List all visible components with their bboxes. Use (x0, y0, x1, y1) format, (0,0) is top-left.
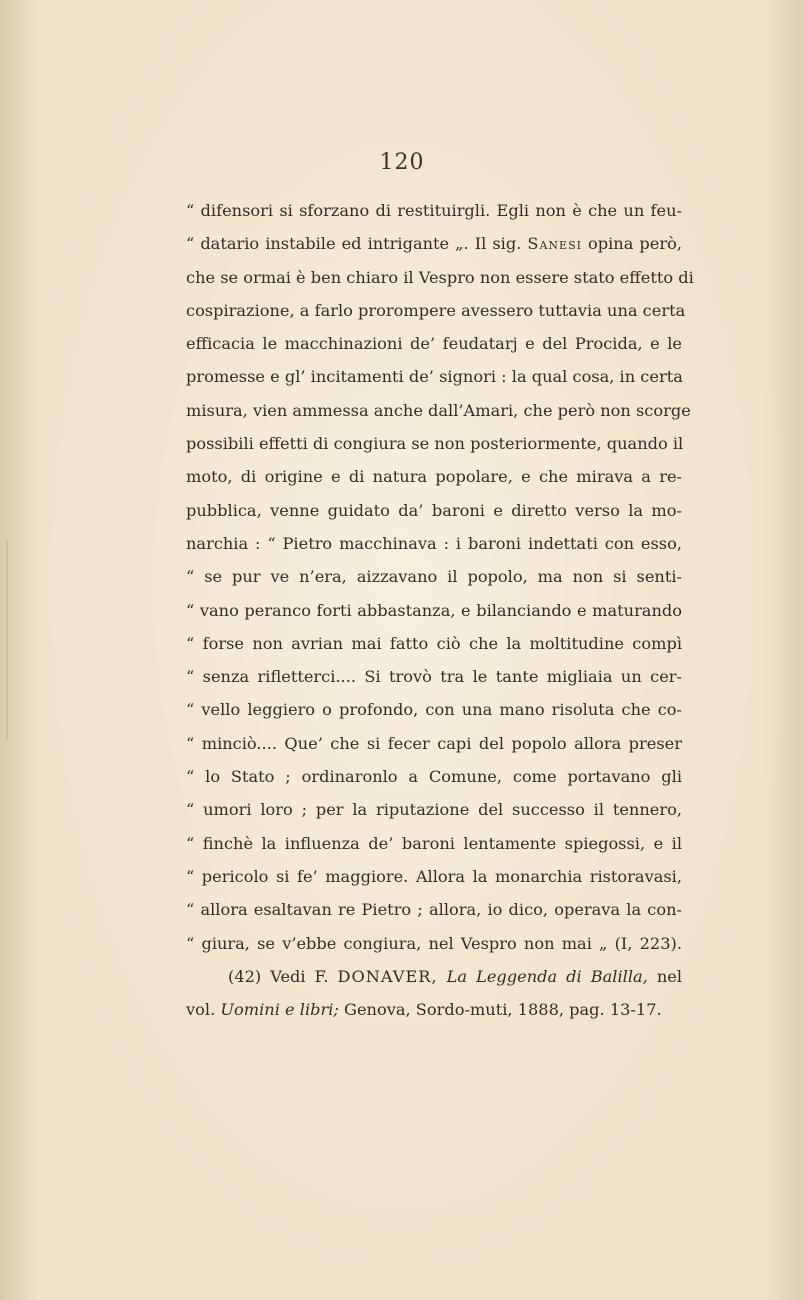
footnote-author: DONAVER, (337, 966, 438, 986)
text-line: “ se pur ve n’era, aizzavano il popolo, ma non si senti- (186, 567, 682, 587)
author-name: Sanesi (527, 234, 582, 254)
text-line: “ vano peranco forti abbastanza, e bilanciando e maturando (186, 600, 682, 620)
text-line: “ umori loro ; per la riputazione del successo il tennero, (186, 800, 682, 820)
footnote-line (186, 960, 682, 993)
footnote-text: Vedi F. (270, 966, 329, 986)
footnote-number: (42) (228, 966, 262, 986)
footnote-text: Genova, Sordo-muti, 1888, pag. 13-17. (344, 1000, 662, 1020)
text-line: possibili effetti di congiura se non posteriormente, quando il (186, 434, 684, 454)
text-line: “ minciò.... Que’ che si fecer capi del popolo allora preser (186, 733, 682, 753)
text-line: “ vello leggiero o profondo, con una mano risoluta che co- (186, 700, 682, 720)
text-line: “ giura, se v’ebbe congiura, nel Vespro non mai „ (I, 223). (186, 933, 682, 953)
body-text (186, 194, 694, 1026)
page-number: 120 (379, 150, 425, 175)
text-line: “ difensori si sforzano di restituirgli. Egli non è che un feu- (186, 201, 682, 220)
text-line: “ forse non avrian mai fatto ciò che la moltitudine compì (186, 633, 682, 653)
text-line: pubblica, venne guidato da’ baroni e diretto verso la mo- (186, 500, 682, 520)
text-line: “ senza rifletterci.... Si trovò tra le tante migliaia un cer- (186, 667, 682, 687)
text-line: “ pericolo si fe’ maggiore. Allora la monarchia ristoravasi, (186, 866, 682, 886)
text-line: “ allora esaltavan re Pietro ; allora, io dico, operava la con- (186, 900, 682, 920)
footnote-volume-title: Uomini e libri; (220, 1000, 339, 1020)
text-line: “ lo Stato ; ordinaronlo a Comune, come portavano gli (186, 767, 682, 787)
text-line: “ datario instabile ed intrigante „. Il sig. Sanesi opina però, (186, 234, 682, 254)
page-edge-shadow (6, 540, 8, 740)
text-line: efficacia le macchinazioni de’ feudatarj e del Procida, e le (186, 334, 682, 354)
text-line: misura, vien ammessa anche dall’Amari, che però non scorge (186, 400, 691, 420)
text-line: moto, di origine e di natura popolare, e che mirava a re- (186, 467, 682, 487)
footnote-text: vol. (186, 1000, 216, 1020)
text-line: che se ormai è ben chiaro il Vespro non essere stato effetto di (186, 267, 694, 287)
footnote-line (186, 993, 682, 1026)
footnote-text: nel (656, 966, 683, 986)
footnote-title: La Leggenda di Balilla, (446, 966, 648, 986)
text-line: promesse e gl’ incitamenti de’ signori : la qual cosa, in certa (186, 367, 683, 387)
text-line: cospirazione, a farlo prorompere avessero tuttavia una certa (186, 300, 686, 320)
text-line: “ finchè la influenza de’ baroni lentamente spiegossi, e il (186, 833, 682, 853)
text-line: narchia : “ Pietro macchinava : i baroni indettati con esso, (186, 533, 682, 553)
